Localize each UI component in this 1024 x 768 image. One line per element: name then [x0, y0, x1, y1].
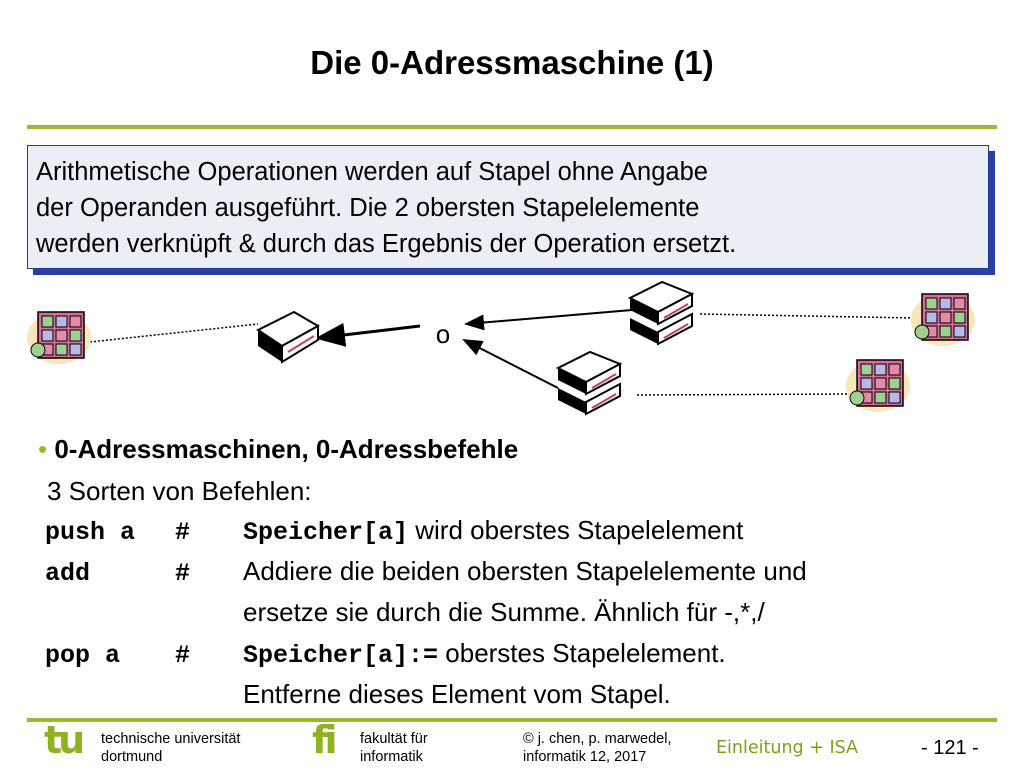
- box-line-1: Arithmetische Operationen werden auf Stapel ohne Angabe: [36, 158, 708, 186]
- box-line-2: der Operanden ausgeführt. Die 2 obersten Stapelelemente: [36, 194, 700, 222]
- instruction-continuation: Entferne dieses Element vom Stapel.: [243, 679, 671, 709]
- dotted-line-operand-1: [700, 314, 915, 318]
- operator-label: o: [435, 319, 451, 349]
- page-number: - 121 -: [921, 737, 979, 759]
- box-line-3: werden verknüpft & durch das Ergebnis der Operation ersetzt.: [36, 230, 737, 258]
- dotted-line-result: [90, 324, 258, 342]
- title-divider: [27, 125, 997, 129]
- definition-box: [27, 145, 989, 269]
- tu-logo-icon: tu: [44, 718, 82, 762]
- stack-books-icon: [630, 282, 692, 344]
- arrow-to-result: [318, 326, 420, 338]
- bullet-heading: • 0-Adressmaschinen, 0-Adressbefehle: [38, 434, 519, 464]
- memory-cabinet-icon: [846, 360, 910, 412]
- bullet-marker-icon: •: [38, 434, 48, 464]
- stack-books-icon: [558, 352, 620, 414]
- slide-title: Die 0-Adressmaschine (1): [310, 44, 714, 81]
- university-name: technische universität dortmund: [101, 731, 241, 765]
- arrow-from-operand-2: [464, 340, 558, 388]
- arrow-from-operand-1: [466, 310, 632, 324]
- section-label: Einleitung + ISA: [716, 738, 859, 758]
- instruction-row: add # Addiere die beiden obersten Stapelelemente und: [45, 556, 807, 588]
- memory-cabinet-icon: [27, 312, 91, 364]
- instruction-row: pop a # Speicher[a]:= oberstes Stapelelement.: [45, 638, 726, 670]
- stack-book-icon: [258, 312, 318, 362]
- fi-logo-icon: fi: [312, 718, 334, 762]
- sorts-line: 3 Sorten von Befehlen:: [47, 476, 312, 506]
- copyright: © j. chen, p. marwedel, informatik 12, 2017: [523, 731, 672, 765]
- memory-cabinet-icon: [911, 294, 975, 346]
- stack-diagram: [0, 280, 1024, 430]
- faculty-name: fakultät für informatik: [360, 731, 428, 765]
- instruction-continuation: ersetze sie durch die Summe. Ähnlich für -,*,/: [243, 597, 765, 627]
- dotted-line-operand-2: [637, 394, 848, 395]
- footer-divider: [27, 718, 997, 722]
- instruction-row: push a # Speicher[a] wird oberstes Stapelelement: [45, 515, 744, 547]
